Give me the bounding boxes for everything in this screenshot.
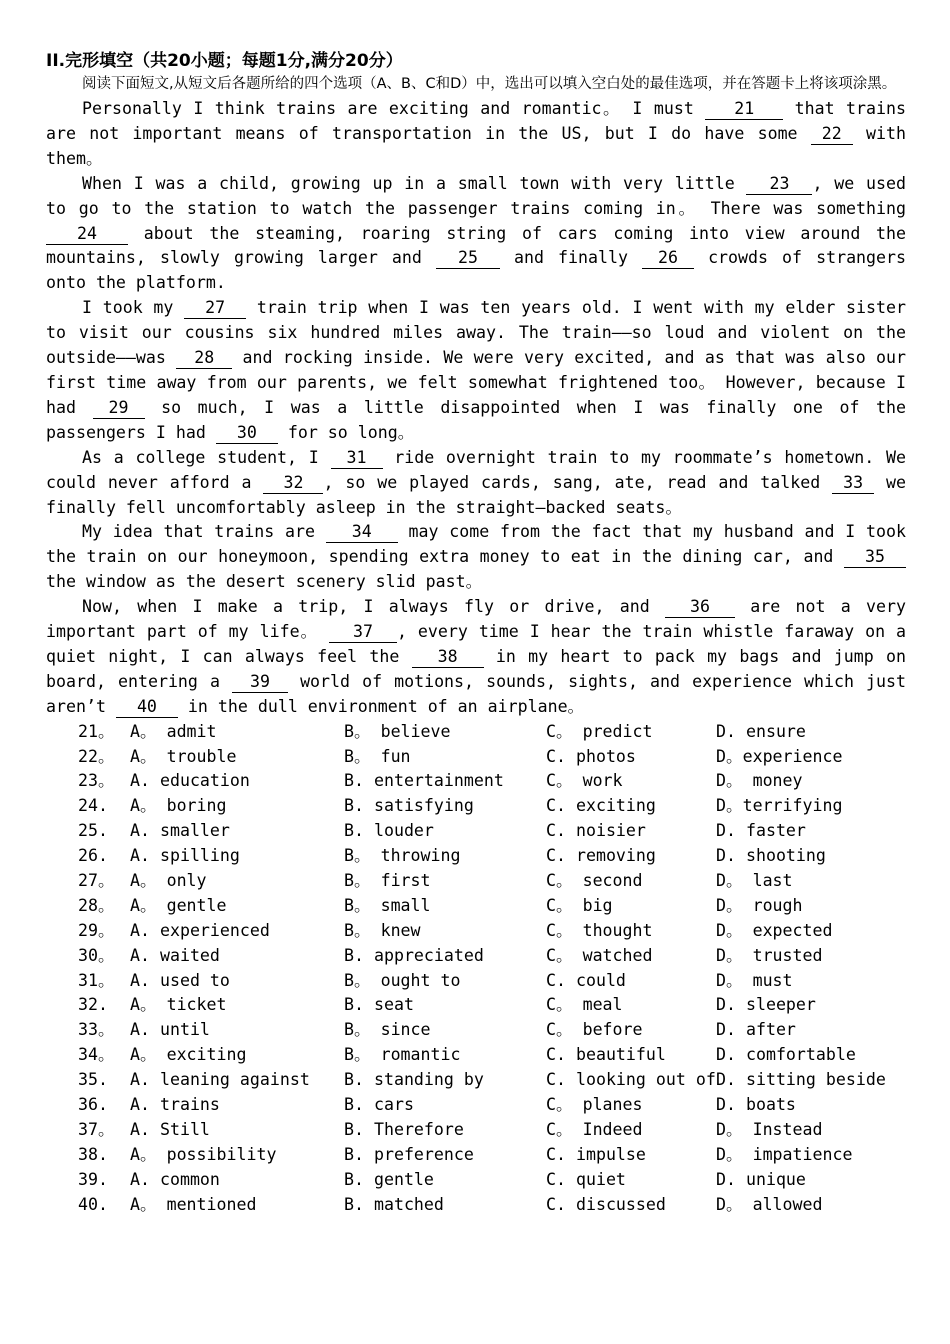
blank-38: 38 — [412, 647, 484, 668]
option-row — [46, 844, 906, 869]
option-c: C。 Indeed — [546, 1119, 643, 1139]
option-d: D。 trusted — [716, 945, 823, 965]
option-a: A。 boring — [130, 796, 227, 816]
option-row — [46, 944, 906, 969]
passage-text: are not a very important part of my life。 — [46, 597, 906, 642]
option-b: B. cars — [344, 1095, 414, 1115]
blank-22: 22 — [811, 124, 853, 145]
option-d: D。 impatience — [716, 1144, 853, 1164]
blank-36: 36 — [665, 597, 735, 618]
option-a: A. trains — [130, 1095, 220, 1115]
section-title: II.完形填空（共20小题；每题1分,满分20分） — [46, 51, 403, 71]
option-row — [46, 1018, 906, 1043]
blank-30: 30 — [216, 423, 278, 444]
blank-26: 26 — [642, 248, 694, 269]
option-b: B. Therefore — [344, 1119, 464, 1139]
question-number: 35. — [78, 1070, 108, 1090]
passage-text: we finally fell uncomfortably asleep in the straight—backed seats。 — [46, 472, 906, 517]
option-d: D。 allowed — [716, 1194, 823, 1214]
question-number: 21。 — [78, 721, 115, 741]
question-number: 30。 — [78, 945, 115, 965]
option-row — [46, 1043, 906, 1068]
question-number: 29。 — [78, 920, 115, 940]
option-d: D。experience — [716, 746, 843, 766]
option-a: A. Still — [130, 1119, 210, 1139]
option-row — [46, 1143, 906, 1168]
passage-text: My idea that trains are — [82, 522, 326, 542]
option-d: D. faster — [716, 821, 806, 841]
option-d: D. sitting beside — [716, 1070, 886, 1090]
passage-text: world of motions, sounds, sights, and experience which just aren’t — [46, 671, 906, 716]
question-number: 40. — [78, 1194, 108, 1214]
option-a: A。 ticket — [130, 995, 227, 1015]
option-row — [46, 1068, 906, 1093]
option-d: D. boats — [716, 1095, 796, 1115]
question-number: 34。 — [78, 1045, 115, 1065]
option-row — [46, 993, 906, 1018]
option-b: B。 fun — [344, 746, 411, 766]
option-c: C。 planes — [546, 1095, 643, 1115]
question-number: 32. — [78, 995, 108, 1015]
blank-35: 35 — [844, 547, 906, 568]
passage-text: that trains are not important means of transportation in the US, but I do have some — [46, 99, 906, 143]
option-row — [46, 869, 906, 894]
option-c: C. exciting — [546, 796, 656, 816]
passage-text: and rocking inside. We were very excited, and as that was also our first time away from our parents, we felt somewhat frightened too。 However, because I had — [46, 348, 906, 417]
option-row — [46, 1193, 906, 1218]
blank-21: 21 — [705, 99, 783, 120]
option-d: D. shooting — [716, 846, 826, 866]
answer-options — [46, 720, 906, 1218]
blank-25: 25 — [436, 248, 500, 269]
passage-text: and finally — [499, 248, 643, 268]
option-a: A. experienced — [130, 920, 270, 940]
option-c: C。 second — [546, 871, 643, 890]
passage-text: As a college student, I — [82, 447, 331, 467]
blank-39: 39 — [232, 672, 288, 693]
option-d: D。terrifying — [716, 796, 843, 816]
question-number: 38. — [78, 1144, 108, 1164]
question-number: 31。 — [78, 970, 115, 990]
passage-text: When I was a child, growing up in a small town with very little — [82, 173, 747, 193]
option-c: C. photos — [546, 746, 636, 766]
option-d: D. after — [716, 1020, 796, 1040]
option-c: C。 big — [546, 895, 613, 915]
option-a: A. waited — [130, 945, 220, 965]
option-c: C. removing — [546, 846, 656, 866]
option-d: D。 must — [716, 970, 793, 990]
option-b: B。 small — [344, 895, 431, 915]
option-d: D. unique — [716, 1169, 806, 1189]
question-number: 26. — [78, 846, 108, 866]
passage-paragraph — [46, 595, 906, 720]
option-b: B. entertainment — [344, 771, 504, 791]
passage-text: Now, when I make a trip, I always fly or drive, and — [82, 597, 665, 617]
option-c: C。 work — [546, 771, 623, 791]
option-a: A。 possibility — [130, 1144, 277, 1164]
option-row — [46, 720, 906, 745]
question-number: 23。 — [78, 771, 115, 791]
blank-28: 28 — [176, 348, 232, 369]
blank-27: 27 — [184, 298, 246, 319]
blank-31: 31 — [331, 448, 383, 469]
option-c: C。 thought — [546, 920, 653, 940]
passage-text: about the steaming, roaring string of cars coming into view around the mountains, slowly growing larger and — [46, 223, 906, 268]
passage-text: so much, I was a little disappointed when I was finally one of the passengers I had — [46, 397, 906, 442]
instructions: 阅读下面短文,从短文后各题所给的四个选项（A、B、C和D）中，选出可以填入空白处的最佳选项，并在答题卡上将该项涂黑。 — [82, 76, 897, 92]
passage-text: may come from the fact that my husband and I took the train on our honeymoon, spending extra money to eat in the dining car, and — [46, 522, 906, 567]
option-row — [46, 969, 906, 994]
option-d: D。 rough — [716, 895, 803, 915]
passage-paragraph — [46, 97, 906, 172]
option-b: B。 throwing — [344, 846, 461, 866]
passage-text: train trip when I was ten years old. I went with my elder sister to visit our cousins six hundred miles away. The train——so loud and violent on the outside——was — [46, 298, 906, 368]
option-a: A. spilling — [130, 846, 240, 866]
passage-paragraph — [46, 296, 906, 445]
question-number: 39. — [78, 1169, 108, 1189]
question-number: 22。 — [78, 746, 115, 766]
question-number: 25. — [78, 821, 108, 841]
option-c: C. noisier — [546, 821, 646, 841]
exam-page — [46, 50, 906, 1217]
passage-text: , we used to go to the station to watch the passenger trains coming in。 There was something — [46, 173, 906, 218]
option-b: B. standing by — [344, 1070, 484, 1090]
passage-paragraph — [46, 172, 906, 297]
question-number: 36. — [78, 1095, 108, 1115]
option-a: A. leaning against — [130, 1070, 310, 1090]
question-number: 33。 — [78, 1020, 115, 1040]
option-a: A。 exciting — [130, 1045, 247, 1065]
option-c: C。 watched — [546, 945, 653, 965]
option-row — [46, 819, 906, 844]
option-d: D. comfortable — [716, 1045, 856, 1065]
option-b: B. louder — [344, 821, 434, 841]
option-a: A. used to — [130, 970, 230, 990]
option-b: B。 believe — [344, 721, 451, 741]
option-row — [46, 794, 906, 819]
blank-40: 40 — [116, 697, 178, 718]
option-d: D。 expected — [716, 920, 833, 940]
blank-29: 29 — [93, 398, 145, 419]
option-row — [46, 769, 906, 794]
question-number: 28。 — [78, 895, 115, 915]
passage-text: in the dull environment of an airplane。 — [177, 696, 585, 716]
option-c: C. quiet — [546, 1169, 626, 1189]
option-b: B. satisfying — [344, 796, 474, 816]
option-c: C. could — [546, 970, 626, 990]
passage-text: for so long。 — [277, 422, 415, 442]
passage-paragraph — [46, 520, 906, 595]
passage-text: Personally I think trains are exciting and romantic。 I must — [82, 99, 706, 118]
option-c: C。 before — [546, 1020, 643, 1040]
option-c: C。 meal — [546, 995, 623, 1015]
option-d: D. sleeper — [716, 995, 816, 1015]
option-c: C. discussed — [546, 1194, 666, 1214]
passage-text: , every time I hear the train whistle faraway on a quiet night, I can always feel the — [46, 622, 907, 666]
option-b: B. preference — [344, 1144, 474, 1164]
option-b: B. matched — [344, 1194, 444, 1214]
option-a: A. until — [130, 1020, 210, 1040]
option-a: A. smaller — [130, 821, 230, 841]
passage-paragraph — [46, 446, 906, 521]
option-a: A. education — [130, 771, 250, 791]
passage-text: with them。 — [46, 123, 906, 168]
cloze-passage — [46, 97, 906, 720]
option-c: C。 predict — [546, 721, 653, 741]
option-b: B。 romantic — [344, 1045, 461, 1065]
option-b: B. appreciated — [344, 945, 484, 965]
passage-text: crowds of strangers onto the platform. — [46, 248, 907, 293]
passage-text: the window as the desert scenery slid past。 — [46, 572, 483, 592]
option-row — [46, 745, 906, 770]
option-row — [46, 919, 906, 944]
passage-text: ride overnight train to my roommate’s hometown. We could never afford a — [46, 447, 906, 492]
option-a: A。 only — [130, 871, 207, 890]
option-d: D. ensure — [716, 721, 806, 741]
option-b: B。 knew — [344, 920, 421, 940]
option-a: A。 trouble — [130, 746, 237, 766]
option-row — [46, 1093, 906, 1118]
option-a: A。 mentioned — [130, 1194, 257, 1214]
question-number: 37。 — [78, 1119, 115, 1139]
option-d: D。 money — [716, 771, 803, 791]
option-d: D。 last — [716, 871, 793, 890]
option-b: B. seat — [344, 995, 414, 1015]
passage-text: I took my — [82, 298, 185, 318]
blank-23: 23 — [746, 174, 812, 195]
blank-32: 32 — [263, 473, 323, 494]
question-number: 27。 — [78, 871, 115, 890]
option-row — [46, 1118, 906, 1143]
option-b: B。 since — [344, 1020, 431, 1040]
option-d: D。 Instead — [716, 1119, 823, 1139]
question-number: 24. — [78, 796, 108, 816]
blank-33: 33 — [832, 473, 874, 494]
option-b: B。 ought to — [344, 970, 461, 990]
option-c: C. looking out of — [546, 1070, 716, 1090]
option-c: C. beautiful — [546, 1045, 666, 1065]
option-b: B。 first — [344, 871, 431, 890]
option-row — [46, 1168, 906, 1193]
passage-text: , so we played cards, sang, ate, read and talked — [323, 472, 833, 492]
option-b: B. gentle — [344, 1169, 434, 1189]
option-a: A。 admit — [130, 721, 217, 741]
blank-34: 34 — [326, 522, 398, 543]
option-c: C. impulse — [546, 1144, 646, 1164]
option-a: A。 gentle — [130, 895, 227, 915]
option-a: A. common — [130, 1169, 220, 1189]
option-row — [46, 894, 906, 919]
blank-24: 24 — [46, 224, 128, 245]
blank-37: 37 — [329, 622, 397, 643]
passage-text: in my heart to pack my bags and jump on board, entering a — [46, 646, 906, 691]
